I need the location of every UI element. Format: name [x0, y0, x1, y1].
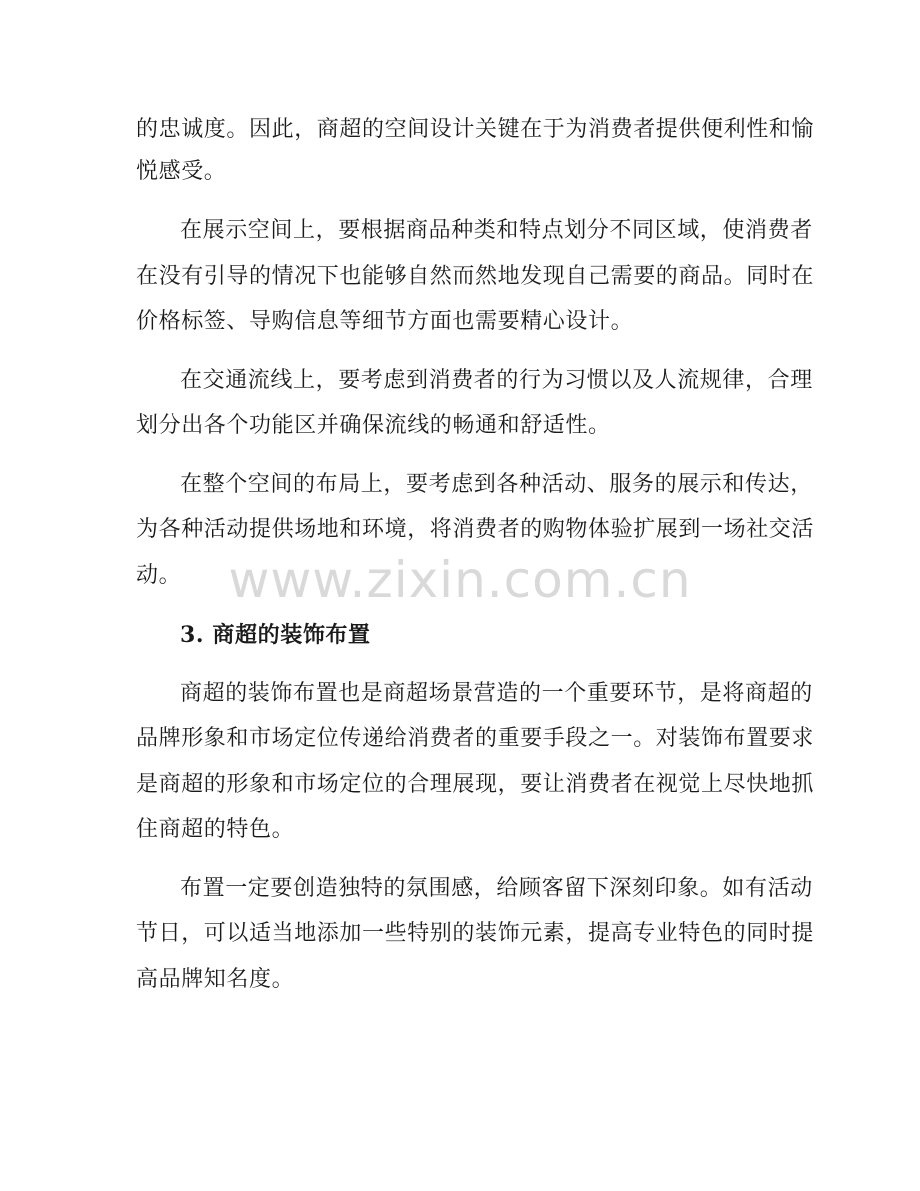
paragraph-line: 品牌形象和市场定位传递给消费者的重要手段之一。对装饰布置要求: [136, 726, 815, 751]
watermark: www.zixin.com.cn: [228, 551, 692, 609]
paragraph-line: 在展示空间上，要根据商品种类和特点划分不同区域，使消费者: [180, 218, 813, 243]
paragraph-line: 划分出各个功能区并确保流线的畅通和舒适性。: [136, 413, 611, 438]
paragraph-line: 节日，可以适当地添加一些特别的装饰元素，提高专业特色的同时提: [136, 921, 815, 946]
paragraph-line: 是商超的形象和市场定位的合理展现，要让消费者在视觉上尽快地抓: [136, 772, 815, 797]
paragraph-line: 高品牌知名度。: [136, 967, 295, 992]
paragraph-line: 价格标签、导购信息等细节方面也需要精心设计。: [136, 309, 634, 334]
paragraph-line: 为各种活动提供场地和环境，将消费者的购物体验扩展到一场社交活: [136, 517, 815, 542]
paragraph-line: 商超的装饰布置也是商超场景营造的一个重要环节，是将商超的: [180, 681, 813, 706]
paragraph-line: 在没有引导的情况下也能够自然而然地发现自己需要的商品。同时在: [136, 264, 815, 289]
paragraph-line: 在交通流线上，要考虑到消费者的行为习惯以及人流规律，合理: [180, 368, 813, 393]
section-heading: 3. 商超的装饰布置: [180, 622, 371, 648]
paragraph-line: 的忠诚度。因此，商超的空间设计关键在于为消费者提供便利性和愉: [136, 117, 815, 142]
paragraph-line: 在整个空间的布局上，要考虑到各种活动、服务的展示和传达，: [180, 472, 813, 497]
paragraph-line: 布置一定要创造独特的氛围感，给顾客留下深刻印象。如有活动: [180, 876, 813, 901]
paragraph-line: 住商超的特色。: [136, 817, 295, 842]
paragraph-line: 动。: [136, 563, 182, 588]
paragraph-line: 悦感受。: [136, 159, 227, 184]
